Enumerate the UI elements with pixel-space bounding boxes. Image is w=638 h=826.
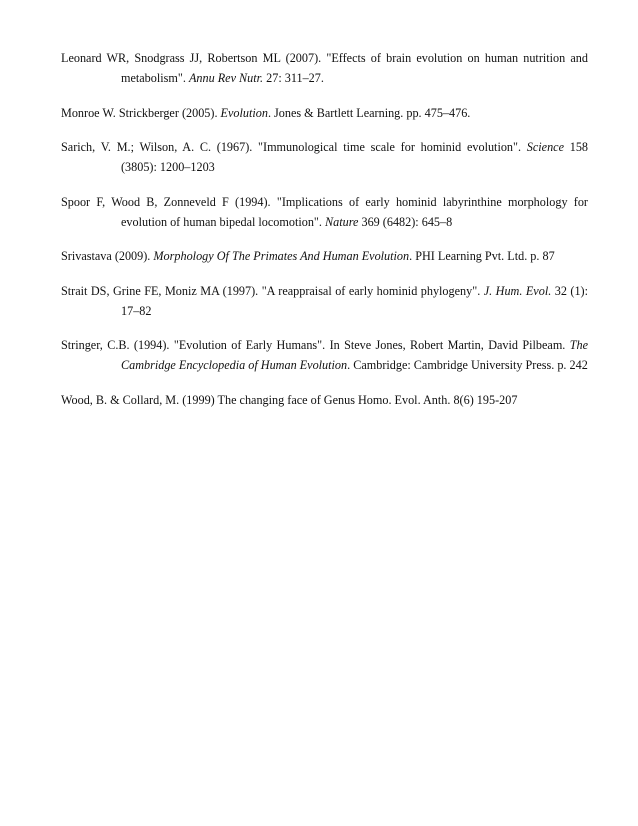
reference-entry-leonard xyxy=(61,48,588,88)
reference-journal: Annu Rev Nutr. xyxy=(188,71,264,85)
reference-details: . Cambridge: Cambridge University Press. p. 242 xyxy=(347,358,588,372)
reference-details: 32 (1): 17–82 xyxy=(121,283,588,318)
reference-text: Stringer, C.B. (1994). "Evolution of Early Humans". In Steve Jones, Robert Martin, David Pilbeam. xyxy=(61,338,570,352)
reference-entry-stringer xyxy=(61,335,588,375)
reference-entry-sarich xyxy=(61,137,588,177)
reference-list xyxy=(61,48,588,424)
reference-text: Strait DS, Grine FE, Moniz MA (1997). "A reappraisal of early hominid phylogeny". xyxy=(61,283,484,298)
reference-book-title: The Cambridge Encyclopedia of Human Evolution xyxy=(121,338,588,372)
reference-entry-strickberger xyxy=(61,103,588,123)
reference-details: . Jones & Bartlett Learning. pp. 475–476. xyxy=(267,105,471,120)
reference-book-title: Evolution xyxy=(220,105,268,120)
reference-book-title: Morphology Of The Primates And Human Evolution xyxy=(153,249,410,263)
reference-text: Leonard WR, Snodgrass JJ, Robertson ML (2007). "Effects of brain evolution on human nutrition and metabolism". xyxy=(61,51,588,85)
reference-text: Wood, B. & Collard, M. (1999) The changing face of Genus Homo. Evol. Anth. 8(6) 195-207 xyxy=(61,392,518,407)
reference-details: 27: 311–27. xyxy=(263,71,324,85)
reference-journal: Science xyxy=(526,140,564,154)
reference-entry-srivastava xyxy=(61,246,588,266)
reference-journal: J. Hum. Evol. xyxy=(483,283,552,298)
reference-journal: Nature xyxy=(325,214,359,229)
reference-text: Spoor F, Wood B, Zonneveld F (1994). "Implications of early hominid labyrinthine morphology for evolution of human bipedal locomotion". xyxy=(61,194,588,229)
reference-details: 369 (6482): 645–8 xyxy=(358,214,453,229)
reference-entry-strait xyxy=(61,281,588,321)
reference-text: Srivastava (2009). xyxy=(61,249,154,263)
reference-text: Sarich, V. M.; Wilson, A. C. (1967). "Immunological time scale for hominid evolution". xyxy=(61,140,527,154)
reference-details: . PHI Learning Pvt. Ltd. p. 87 xyxy=(409,249,555,263)
reference-text: Monroe W. Strickberger (2005). xyxy=(61,105,221,120)
reference-details: 158 (3805): 1200–1203 xyxy=(121,140,589,174)
reference-entry-wood xyxy=(61,390,588,410)
reference-entry-spoor xyxy=(61,192,588,232)
